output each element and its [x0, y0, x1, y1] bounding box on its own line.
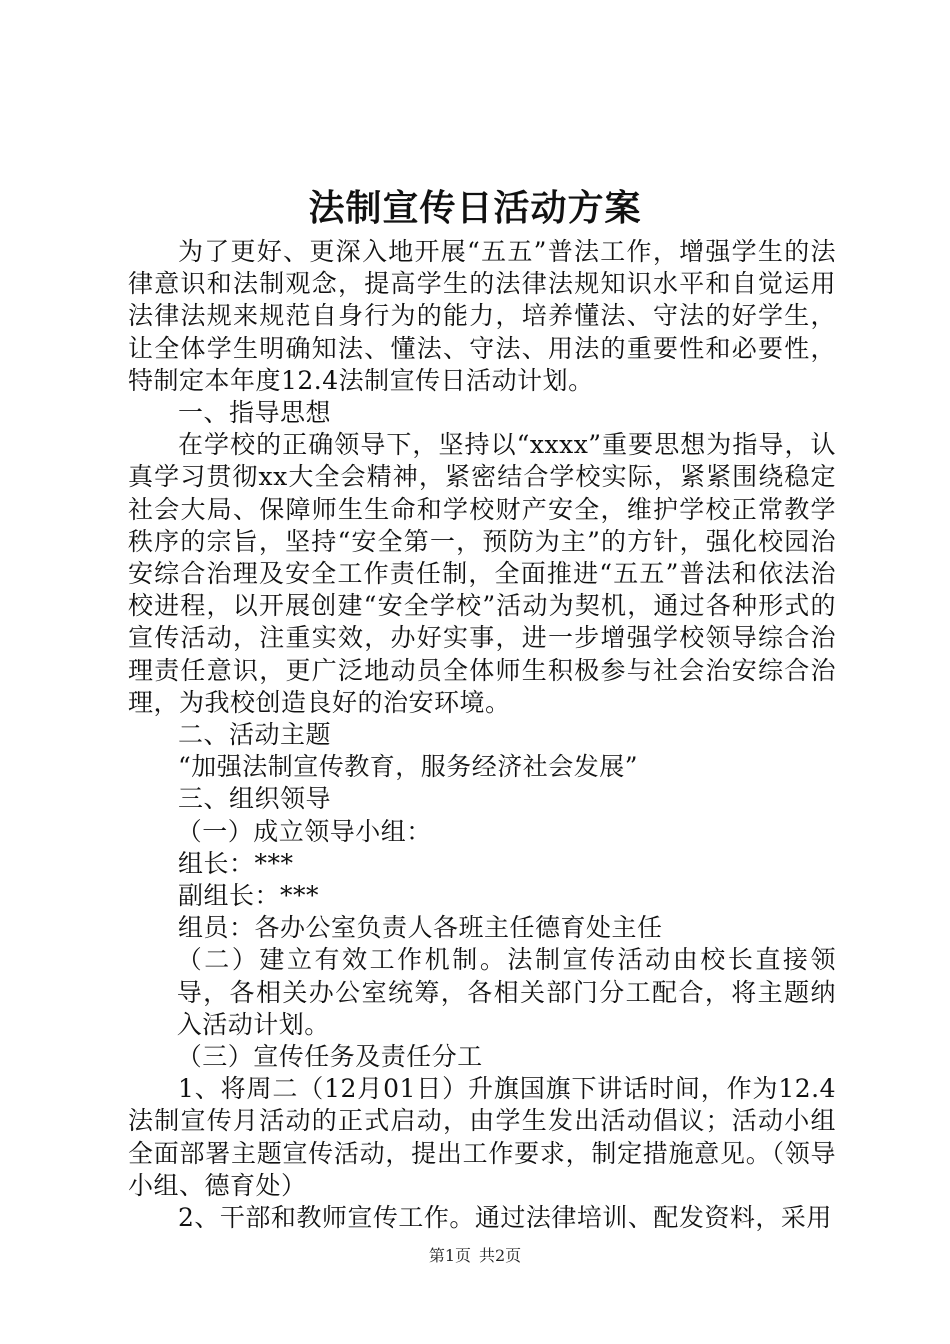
document-title: 法制宣传日活动方案	[308, 187, 642, 229]
work-mechanism-paragraph: （二）建立有效工作机制。法制宣传活动由校长直接领导，各相关办公室统筹，各相关部门分工配合，将主题纳入活动计划。	[176, 945, 836, 1039]
page-total: 共2页	[479, 1246, 522, 1265]
task-item-2: 2、干部和教师宣传工作。通过法律培训、配发资料，采用	[178, 1203, 832, 1233]
group-members-line: 组员：各办公室负责人各班主任德育处主任	[178, 913, 663, 943]
subsection-task-division: （三）宣传任务及责任分工	[176, 1042, 483, 1072]
activity-theme-text: “加强法制宣传教育，服务经济社会发展”	[178, 752, 639, 782]
group-leader-line: 组长：***	[178, 848, 294, 878]
subsection-leadership-group: （一）成立领导小组：	[176, 816, 432, 846]
section-heading-organization: 三、组织领导	[178, 784, 332, 814]
page-number: 第1页	[428, 1246, 471, 1265]
deputy-leader-line: 副组长：***	[178, 881, 320, 911]
guiding-ideology-paragraph: 在学校的正确领导下，坚持以“xxxx”重要思想为指导，认真学习贯彻xx大全会精神，紧密结合学校实际，紧紧围绕稳定社会大局、保障师生生命和学校财产安全，维护学校正常教学秩序的宗旨，坚持“安全第一，预防为主”的方针，强化校园治安综合治理及安全工作责任制，全面推进“五五”普法和依法治校进程，以开展创建“安全学校”活动为契机，通过各种形式的宣传活动，注重实效，办好实事，进一步增强学校领导综合治理责任意识，更广泛地动员全体师生积极参与社会治安综合治理，为我校创造良好的治安环境。	[128, 430, 836, 717]
intro-paragraph: 为了更好、更深入地开展“五五”普法工作，增强学生的法律意识和法制观念，提高学生的法律法规知识水平和自觉运用法律法规来规范自身行为的能力，培养懂法、守法的好学生，让全体学生明确知法、懂法、守法、用法的重要性和必要性，特制定本年度12.4法制宣传日活动计划。	[128, 237, 836, 395]
section-heading-activity-theme: 二、活动主题	[178, 720, 332, 750]
page-footer	[0, 1246, 950, 1266]
section-heading-guiding-ideology: 一、指导思想	[178, 398, 332, 428]
task-item-1: 1、将周二（12月01日）升旗国旗下讲话时间，作为12.4法制宣传月活动的正式启动，由学生发出活动倡议；活动小组全面部署主题宣传活动，提出工作要求，制定措施意见。（领导小组、德育处）	[128, 1074, 836, 1200]
document-body	[128, 236, 836, 1234]
